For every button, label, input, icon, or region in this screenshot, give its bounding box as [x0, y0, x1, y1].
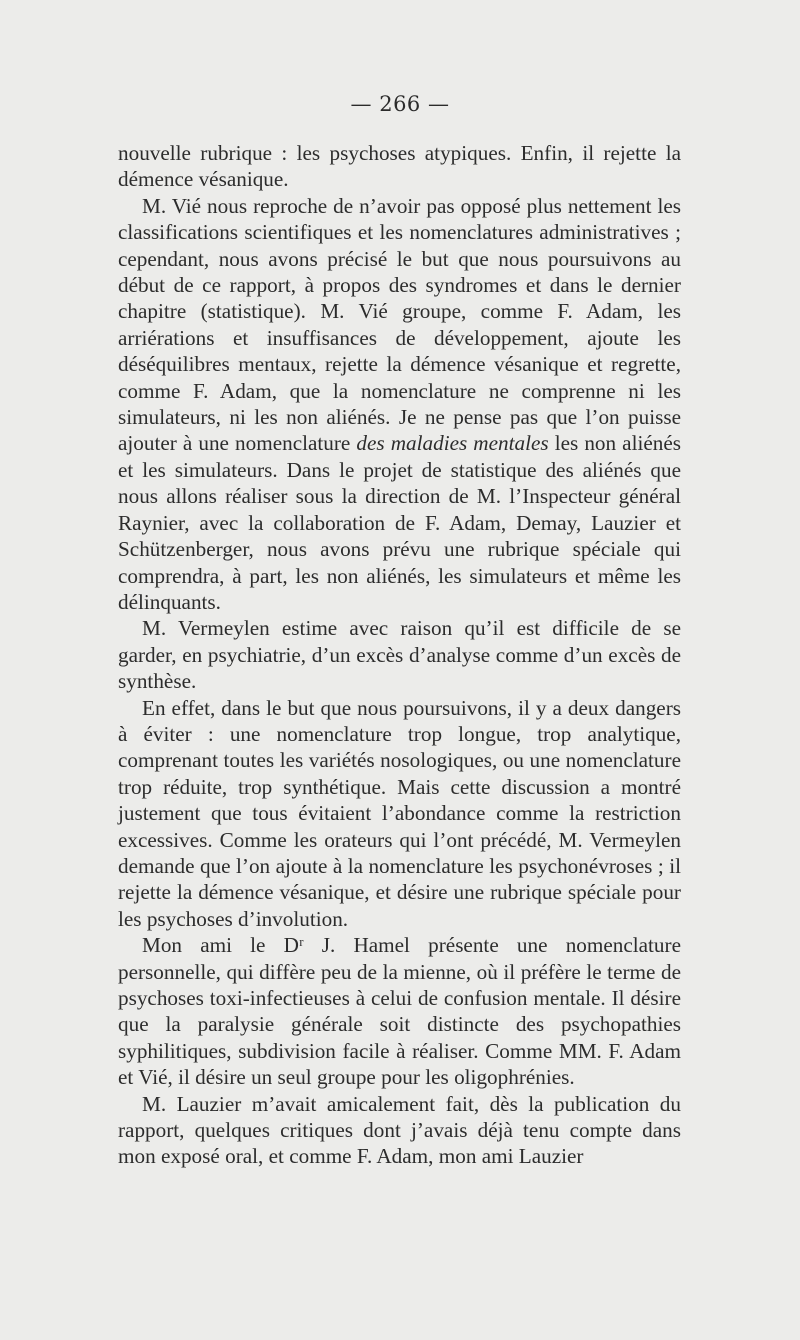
italic-phrase: des maladies mentales: [356, 431, 549, 456]
body-text: [118, 140, 681, 1170]
paragraph-text-continued: les non aliénés et les simulateurs. Dans le projet de statistique des aliénés que nous allons réaliser sous la direction de M. l’Inspecteur général Raynier, avec la collaboration de F. Adam, Demay, Lauzier et Schützenberger, nous avons prévu une rubrique spéciale qui comprendra, à part, les non aliénés, les simulateurs et même les délinquants.: [118, 431, 682, 614]
paragraph: nouvelle rubrique : les psychoses atypiques. Enfin, il rejette la démence vésanique.: [118, 141, 681, 192]
paragraph: M. Lauzier m’avait amicalement fait, dès la publication du rapport, quelques critiques dont j’avais déjà tenu compte dans mon exposé oral, et comme F. Adam, mon ami Lauzier: [118, 1091, 681, 1169]
page-number: — 266 —: [350, 92, 450, 116]
paragraph: Mon ami le Dʳ J. Hamel présente une nomenclature personnelle, qui diffère peu de la mienne, où il préfère le terme de psychoses toxi-infectieuses à celui de confusion mentale. Il désire que la paralysie générale soit distincte des psychopathies syphilitiques, subdivision facile à réaliser. Comme MM. F. Adam et Vié, il désire un seul groupe pour les oligophrénies.: [118, 933, 681, 1090]
paragraph: En effet, dans le but que nous poursuivons, il y a deux dangers à éviter : une nomenclature trop longue, trop analytique, comprenant toutes les variétés nosologiques, ou une nomenclature trop réduite, trop synthétique. Mais cette discussion a montré justement que tous évitaient l’abondance comme la restriction excessives. Comme les orateurs qui l’ont précédé, M. Vermeylen demande que l’on ajoute à la nomenclature les psychonévroses ; il rejette la démence vésanique, et désire une rubrique spéciale pour les psychoses d’involution.: [118, 695, 681, 931]
paragraph: M. Vermeylen estime avec raison qu’il est difficile de se garder, en psychiatrie, d’un excès d’analyse comme d’un excès de synthèse.: [118, 616, 681, 694]
paragraph-text: M. Vié nous reproche de n’avoir pas opposé plus nettement les classifications scientifiques et les nomenclatures administratives ; cependant, nous avons précisé le but que nous poursuivons au début de ce rapport, à propos des syndromes et dans le dernier chapitre (statistique). M. Vié groupe, comme F. Adam, les arriérations et insuffisances de développement, ajoute les déséquilibres mentaux, rejette la démence vésanique et regrette, comme F. Adam, que la nomenclature ne comprenne ni les simulateurs, ni les non aliénés. Je ne pense pas que l’on puisse ajouter à une nomenclature: [118, 193, 681, 456]
paragraph: [118, 193, 681, 616]
